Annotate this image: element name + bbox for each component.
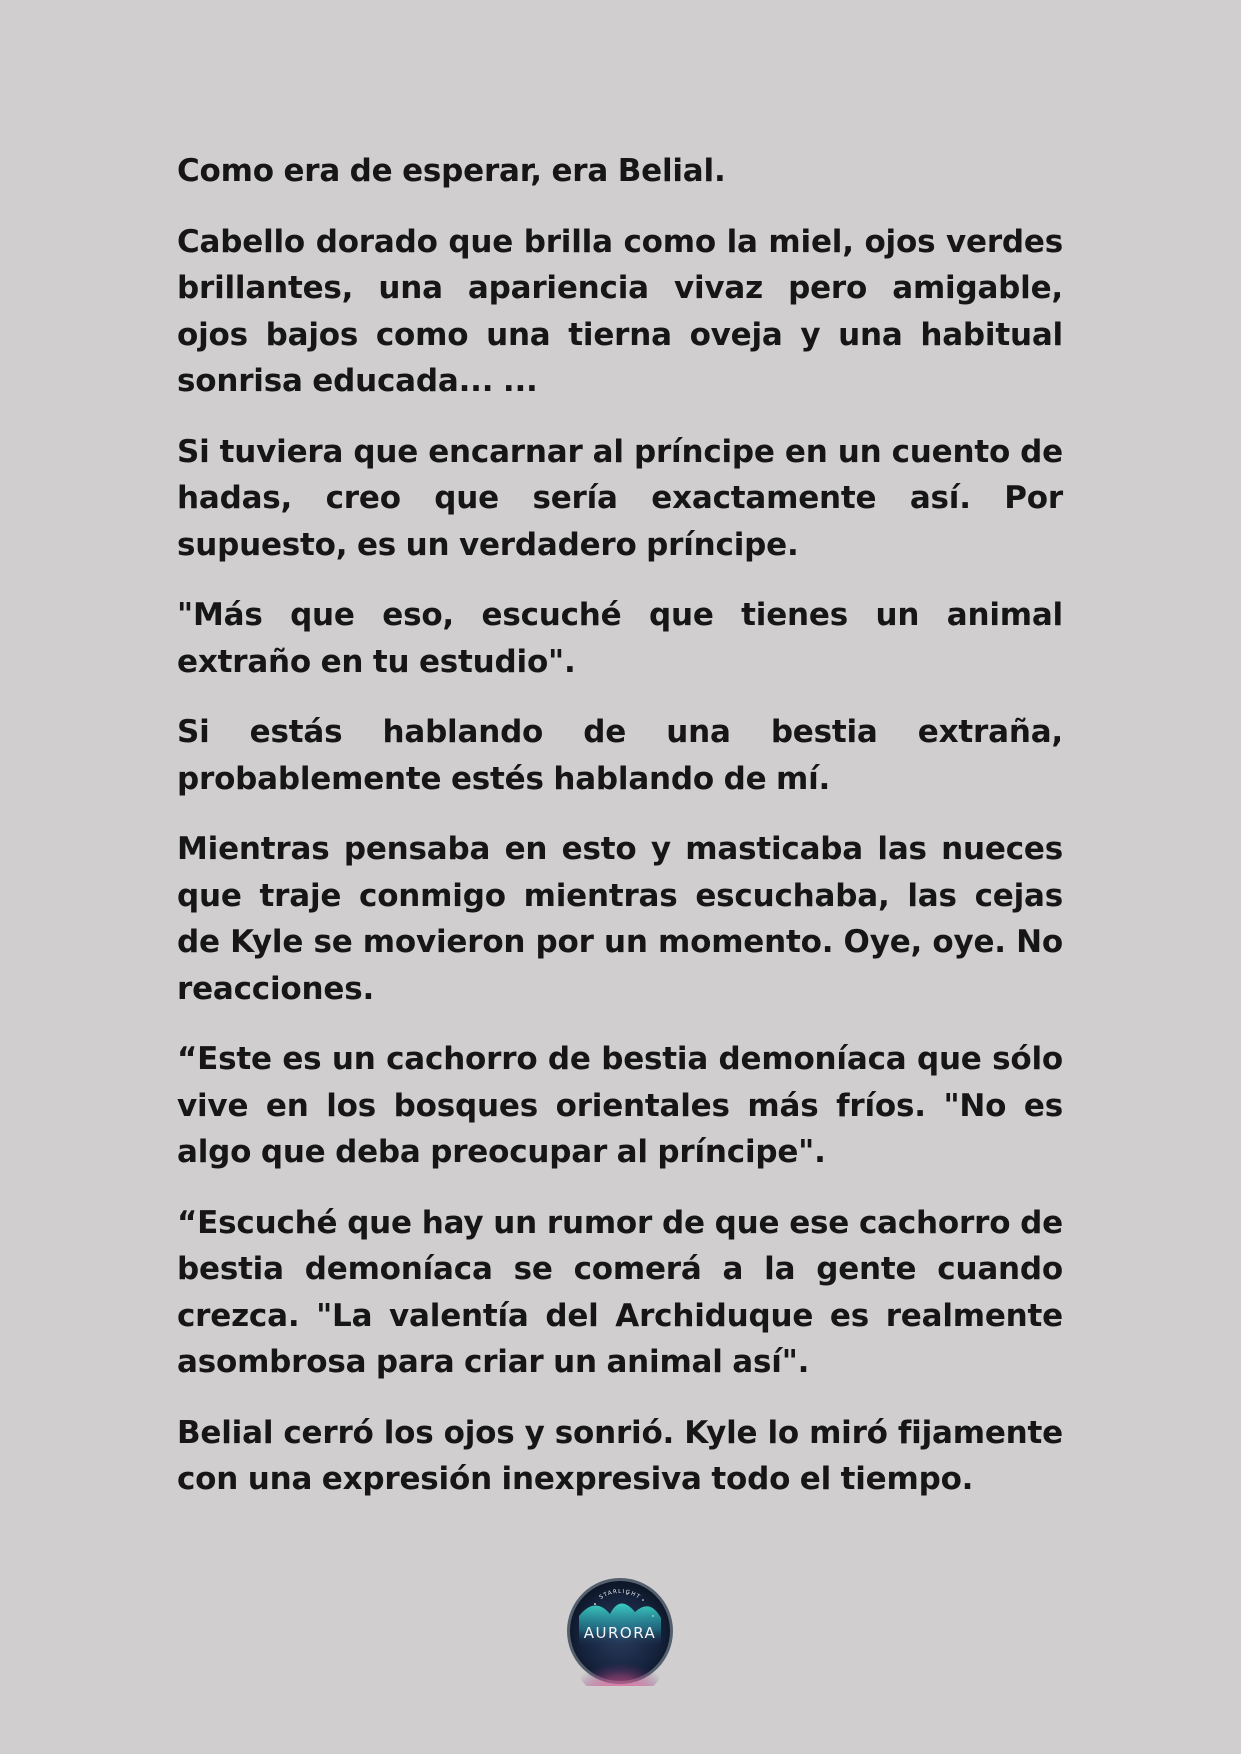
aurora-logo: [565, 1576, 675, 1686]
paragraph-2: Cabello dorado que brilla como la miel, ojos verdes brillantes, una apariencia vivaz pero amigable, ojos bajos como una tierna oveja y una habitual sonrisa educada... ...: [177, 223, 1063, 399]
paragraph-5: Si estás hablando de una bestia extraña, probablemente estés hablando de mí.: [177, 714, 1063, 797]
paragraph-6: Mientras pensaba en esto y masticaba las nueces que traje conmigo mientras escuchaba, las cejas de Kyle se movieron por un momento. Oye, oye. No reacciones.: [177, 831, 1063, 1007]
paragraph-8: “Escuché que hay un rumor de que ese cachorro de bestia demoníaca se comerá a la gente cuando crezca. "La valentía del Archiduque es realmente asombrosa para criar un animal así".: [177, 1204, 1063, 1380]
paragraph-3: Si tuviera que encarnar al príncipe en un cuento de hadas, creo que sería exactamente así. Por supuesto, es un verdadero príncipe.: [177, 433, 1063, 563]
paragraph-1: Como era de esperar, era Belial.: [177, 153, 726, 189]
logo-name: AURORA: [583, 1624, 657, 1642]
paragraph-7: “Este es un cachorro de bestia demoníaca que sólo vive en los bosques orientales más fríos. "No es algo que deba preocupar al príncipe".: [177, 1041, 1063, 1170]
paragraph-9: Belial cerró los ojos y sonrió. Kyle lo miró fijamente con una expresión inexpresiva todo el tiempo.: [177, 1414, 1063, 1497]
document-body: [177, 148, 1063, 1527]
logo-arc-text: STARLIGHT: [598, 1588, 642, 1601]
paragraph-4: "Más que eso, escuché que tienes un animal extraño en tu estudio".: [177, 597, 1063, 680]
